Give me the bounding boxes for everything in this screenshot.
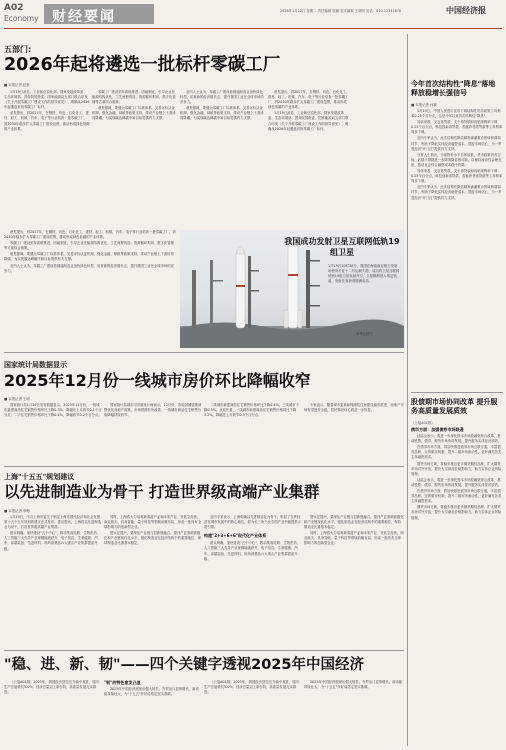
article-column — [180, 90, 266, 228]
paragraph: 1月19日，中国人民银行宣布下调结构性货币政策工具利率0.25个百分点，这是今年以来首次结构性"降息"。 — [411, 109, 501, 119]
paragraph: 1月19日，中共上海市委关于制定上海市国民经济和社会发展第十五个五年规划的建议正式发布。建议提出，上海将以先进制造业为骨干，打造世界级高端产业集群。 — [4, 515, 102, 530]
paragraph: 意见提出，到2027年，在钢铁、有色、石化化工、建材、轻工、机械、汽车、电子等行业培育一批零碳工厂，到2030年稳步扩大零碳工厂建设范围，推动形成绿色低碳的产业体系。 — [4, 111, 90, 131]
article-column — [268, 90, 350, 228]
article-column — [4, 515, 102, 645]
photo-headline: 我国成功发射卫星互联网低轨19组卫星 — [284, 237, 400, 257]
paragraph: 国家统计局1月19日发布数据显示，2025年12月份，一线城市新建商品住宅销售价格环比下降0.3%，降幅比上月收窄0.1个百分点；二手住宅销售价格环比下降0.4%，降幅收窄0.2个百分点。 — [4, 403, 102, 418]
meta-line: 2026年1月20日 星期二 责任编辑 张鹏 美术编辑 王晓明 电话：010-12345678 — [280, 9, 402, 13]
article-column — [304, 515, 404, 645]
paragraph: 二线城市新建商品住宅销售价格环比下降0.4%，三线城市下降0.5%。从同比看，一线城市新建商品住宅销售价格同比下降3.2%，降幅比上月收窄0.3个百分点。 — [204, 403, 299, 418]
paragraph: 2025年中国经济展现出强大韧性，外贸出口逆势增长，新动能持续壮大，为"十五五"开好局奠定坚实基础。 — [104, 687, 199, 697]
article-column — [104, 515, 202, 645]
article-column — [4, 230, 176, 348]
paragraph: 分析人士指出，当前物价水平总体较低，货币政策仍有空间，后续不排除进一步降准降息的可能，以保持流动性合理充裕，推动社会综合融资成本稳中有降。 — [411, 152, 502, 167]
paragraph: 业内人士认为，零碳工厂建设将倒逼制造业加快绿色转型，培育新的经济增长点，提升我国工业在全球市场的竞争力。 — [180, 90, 264, 105]
section-english: Economy — [4, 14, 39, 23]
story-kicker: 上海"十五五"规划建议 — [4, 473, 75, 481]
article-column — [4, 680, 102, 746]
section-subhead: 债市方面：加强债券市场联通 — [411, 427, 464, 432]
paragraph: 意见强调，要健全零碳工厂标准体系，完善评价认证机制，强化金融、财税等政策支持，带动产业链上下游协同降碳，为实现碳达峰碳中和目标提供有力支撑。 — [180, 106, 264, 121]
story-headline: 以先进制造业为骨干 打造世界级高端产业集群 — [4, 483, 320, 501]
paragraph: 零碳工厂建设坚持系统推进、因地制宜，引导企业在能源结构优化、工艺流程再造、资源循环利用、数字化管理等方面综合施策。 — [92, 90, 176, 105]
article-column — [104, 403, 202, 463]
paragraph: 同时，上海将大力培育新赛道产业和未来产业，在低空经济、商业航天、具身智能、量子科技等领域前瞻布局，形成一批具有全球影响力的创新型企业。 — [304, 531, 404, 546]
paragraph: 在债券市场方面，将加快推进债券市场互联互通，丰富债券品种，完善做市机制，提升二级市场流动性，更好满足各类主体融资需求。 — [411, 445, 502, 460]
paragraph: （上接A01版）2025年，我国经济顶住压力稳中有进，国内生产总值增长5.0%，经济总量迈上新台阶，高质量发展扎实推进。 — [4, 680, 99, 695]
paragraph: 期货市场方面，将稳步推出更多期货期权品种，扩大期货市场对外开放，提升大宗商品价格影响力，助力实体企业风险管理。 — [411, 461, 502, 476]
article-column — [204, 515, 302, 645]
article-column — [92, 90, 178, 228]
paragraph: 业内人士认为，零碳工厂建设将倒逼制造业加快绿色转型，培育新的经济增长点，提升我国工业在全球市场的竞争力。 — [4, 263, 174, 273]
paragraph: 专家表示，随着城市更新和保障性住房建设稳步推进，房地产市场有望逐步企稳，居民购房信心将进一步恢复。 — [304, 403, 404, 413]
story-kicker: 国家统计局数据显示 — [4, 361, 67, 369]
sidebar-article — [411, 427, 503, 745]
story-byline: ■ 本报记者 赵新 — [4, 83, 30, 87]
paragraph: 期货市场方面，将稳步推出更多期货期权品种，扩大期货市场对外开放，提升大宗商品价格影响力，助力实体企业风险管理。 — [411, 505, 502, 520]
sidebar-headline: 股债期市场协同改革 提升服务高质量发展质效 — [411, 398, 498, 415]
story-byline: ■ 本报记者 王明 — [4, 397, 30, 401]
paragraph: 建议还提出，要深化产业链与创新链融合，提升产业基础高级化和产业链现代化水平，强化制造业在经济结构中的重要地位，保持制造业比重基本稳定。 — [304, 515, 404, 530]
sidebar-byline: ■ 本报记者 孙颖 — [411, 103, 437, 107]
paragraph: 意见提出，到2027年，在钢铁、有色、石化化工、建材、轻工、机械、汽车、电子等行业培育一批零碳工厂，到2030年稳步扩大零碳工厂建设范围，推动形成绿色低碳的产业体系。 — [4, 230, 176, 240]
article-column — [304, 680, 404, 746]
divider — [4, 466, 404, 467]
story-headline: 2026年起将遴选一批标杆零碳工厂 — [4, 55, 281, 75]
paragraph: 证监会表示，将进一步深化资本市场投融资综合改革，推动股票、债券、期货市场协同发展，提升服务实体经济质效。 — [411, 477, 502, 487]
paragraph: 建议明确，加快建设"五个中心"，推动集成电路、生物医药、人工智能三大先导产业规模能级跃升，电子信息、生命健康、汽车、高端装备、先进材料、时尚消费品六大重点产业集群提质升级。 — [204, 541, 301, 561]
rocket-launch-photo — [180, 230, 404, 348]
photo-caption: 1月19日10时30分，我国在海南商业航天发射场使用长征十二号运载火箭，成功将卫星互联网低轨19组卫星发射升空，卫星顺利进入预定轨道，发射任务获得圆满成功。 — [328, 264, 400, 283]
section-subhead: 构建"2+3+6+6"现代化产业体系 — [204, 533, 267, 539]
paragraph: 建议还提出，要深化产业链与创新链融合，提升产业基础高级化和产业链现代化水平，强化制造业在经济结构中的重要地位，保持制造业比重基本稳定。 — [104, 531, 202, 546]
paragraph: 意见强调，要健全零碳工厂标准体系，完善评价认证机制，强化金融、财税等政策支持，带动产业链上下游协同降碳，为实现碳达峰碳中和目标提供有力支撑。 — [92, 106, 176, 121]
article-column — [204, 680, 302, 746]
divider — [411, 392, 503, 393]
paragraph: （上接A01版）2025年，我国经济顶住压力稳中有进，国内生产总值增长5.0%，经济总量迈上新台阶，高质量发展扎实推进。 — [204, 680, 299, 695]
photo-credit: 新华社图文 — [356, 332, 373, 336]
article-column — [304, 403, 404, 463]
right-column-divider — [407, 34, 408, 746]
masthead-rule — [4, 28, 502, 29]
masthead — [0, 0, 506, 40]
article-column — [4, 90, 90, 228]
paragraph: 在债券市场方面，将加快推进债券市场互联互通，丰富债券品种，完善做市机制，提升二级市场流动性，更好满足各类主体融资需求。 — [411, 489, 502, 504]
paragraph: 意见强调，要健全零碳工厂标准体系，完善评价认证机制，强化金融、财税等政策支持，带动产业链上下游协同降碳，为实现碳达峰碳中和目标提供有力支撑。 — [4, 252, 174, 262]
story-byline: ■ 本报记者 李梅 — [4, 509, 30, 513]
section-title: 财经要闻 — [52, 9, 116, 25]
paragraph: 1月19日消息，工业和信息化部、国家发展改革委、生态环境部、国务院国资委、国家能源局五部门联合印发《关于开展零碳工厂建设工作的指导意见》，明确从2026年起遴选首批零碳工厂标杆。 — [4, 90, 90, 110]
paragraph: 国家统计局城市司首席统计师表示，12月份，各地因城施策调整优化房地产政策，市场预期有所改善，一线城市商品住宅销售价格降幅持续收窄。 — [104, 403, 202, 418]
sidebar-headline: 今年首次结构性"降息"落地 释放稳增长强信号 — [411, 80, 496, 97]
paragraph: 建议明确，加快建设"五个中心"，推动集成电路、生物医药、人工智能三大先导产业规模能级跃升，电子信息、生命健康、汽车、高端装备、先进材料、时尚消费品六大重点产业集群提质升级。 — [4, 531, 101, 551]
paragraph: 同时，上海将大力培育新赛道产业和未来产业，在低空经济、商业航天、具身智能、量子科技等领域前瞻布局，形成一批具有全球影响力的创新型企业。 — [104, 515, 202, 530]
story-headline: "稳、进、新、韧"——四个关键字透视2025年中国经济 — [4, 657, 364, 673]
paragraph: 具体来看，支农再贷款、支小再贷款和再贴现利率下调0.25个百分点，科技创新再贷款、普惠养老再贷款等工具利率同步下调。 — [411, 120, 503, 135]
paragraph: 零碳工厂建设坚持系统推进、因地制宜，引导企业在能源结构优化、工艺流程再造、资源循环利用、数字化管理等方面综合施策。 — [4, 241, 174, 251]
page-code: A02 — [4, 3, 24, 13]
paragraph: 具体来看，支农再贷款、支小再贷款和再贴现利率下调0.25个百分点，科技创新再贷款、普惠养老再贷款等工具利率同步下调。 — [411, 169, 503, 184]
divider — [4, 352, 404, 353]
story-kicker: 五部门: — [4, 45, 32, 54]
article-column — [104, 680, 202, 746]
paragraph: 意见提出，到2027年，在钢铁、有色、石化化工、建材、轻工、机械、汽车、电子等行业培育一批零碳工厂，到2030年稳步扩大零碳工厂建设范围，推动形成绿色低碳的产业体系。 — [268, 90, 350, 110]
section-subhead: "韧"的特色愈发凸显 — [104, 680, 141, 685]
paragraph: 1月19日消息，工业和信息化部、国家发展改革委、生态环境部、国务院国资委、国家能源局五部门联合印发《关于开展零碳工厂建设工作的指导意见》，明确从2026年起遴选首批零碳工厂标杆。 — [268, 111, 349, 131]
divider — [4, 650, 404, 651]
article-column — [204, 403, 302, 463]
article-column — [4, 403, 102, 463]
paragraph: 证监会表示，将进一步深化资本市场投融资综合改革，推动股票、债券、期货市场协同发展，提升服务实体经济质效。 — [411, 434, 502, 444]
story-headline: 2025年12月份一线城市房价环比降幅收窄 — [4, 371, 311, 390]
sidebar-article — [411, 109, 503, 389]
brand-logo: 中国经济报 — [446, 5, 486, 15]
paragraph: 业内专家认为，此次结构性降息精准滴灌重点领域和薄弱环节，有助于降低实体经济融资成本，提振市场信心，为一季度经济"开门红"提供有力支持。 — [411, 185, 502, 200]
paragraph: 业内专家认为，此次结构性降息精准滴灌重点领域和薄弱环节，有助于降低实体经济融资成本，提振市场信心，为一季度经济"开门红"提供有力支持。 — [411, 136, 502, 151]
sidebar-byline: （上接A01版） — [411, 421, 435, 425]
paragraph: 2025年中国经济展现出强大韧性，外贸出口逆势增长，新动能持续壮大，为"十五五"开好局奠定坚实基础。 — [304, 680, 403, 690]
paragraph: 业内专家表示，上海明确以先进制造业为骨干，彰显了实体经济在城市发展中的核心地位，将为长三角乃至全国产业升级提供示范引领。 — [204, 515, 302, 530]
